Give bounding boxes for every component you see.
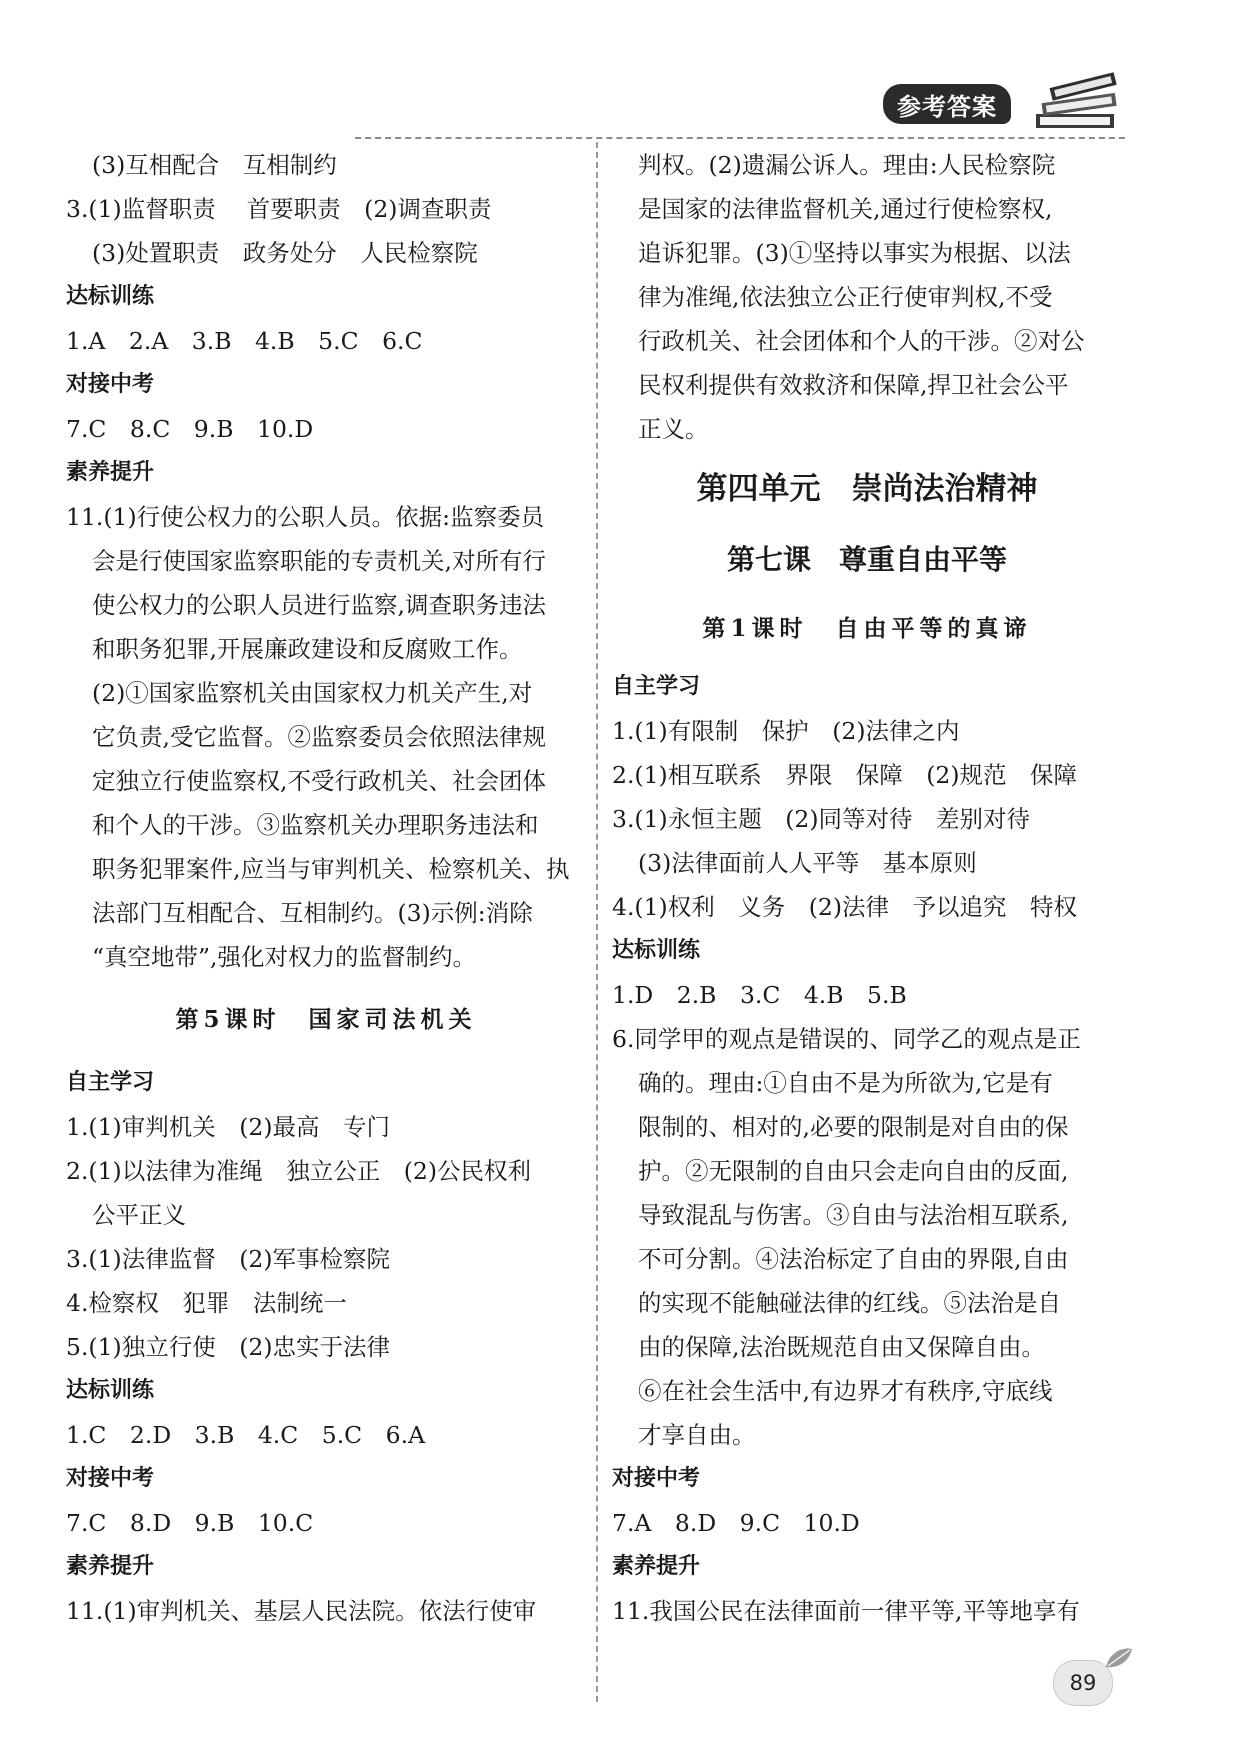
unit-title: 第四单元 崇尚法治精神 xyxy=(696,471,1038,507)
text-line: 导致混乱与伤害。③自由与法治相互联系, xyxy=(638,1201,1069,1229)
answer-line: 1.C 2.D 3.B 4.C 5.C 6.A xyxy=(66,1421,426,1449)
text-line: 定独立行使监察权,不受行政机关、社会团体 xyxy=(92,767,546,795)
text-line: 法部门互相配合、互相制约。(3)示例:消除 xyxy=(92,899,533,927)
text-line: 会是行使国家监察职能的专责机关,对所有行 xyxy=(92,547,546,575)
reference-answer-badge: 参考答案 xyxy=(883,84,1011,124)
text-line: 11.我国公民在法律面前一律平等,平等地享有 xyxy=(612,1597,1080,1625)
section-heading: 对接中考 xyxy=(612,1466,701,1491)
text-line: 民权利提供有效救济和保障,捍卫社会公平 xyxy=(638,371,1069,399)
text-line: 律为准绳,依法独立公正行使审判权,不受 xyxy=(638,283,1053,311)
answer-line: 7.A 8.D 9.C 10.D xyxy=(612,1509,860,1537)
lesson-title: 第七课 尊重自由平等 xyxy=(726,543,1007,576)
left-column xyxy=(66,143,586,1633)
text-line: 由的保障,法治既规范自由又保障自由。 xyxy=(638,1333,1045,1361)
text-line: 的实现不能触碰法律的红线。⑤法治是自 xyxy=(638,1289,1061,1317)
section-heading: 自主学习 xyxy=(612,674,701,699)
text-line: 限制的、相对的,必要的限制是对自由的保 xyxy=(638,1113,1069,1141)
text-line: 使公权力的公职人员进行监察,调查职务违法 xyxy=(92,591,546,619)
text-line: ⑥在社会生活中,有边界才有秩序,守底线 xyxy=(638,1377,1053,1405)
text-line: 行政机关、社会团体和个人的干涉。②对公 xyxy=(638,327,1085,355)
text-line: (3)处置职责 政务处分 人民检察院 xyxy=(92,239,478,267)
page-number: 89 xyxy=(1053,1660,1113,1706)
text-line: 6.同学甲的观点是错误的、同学乙的观点是正 xyxy=(612,1025,1081,1053)
text-line: 它负责,受它监督。②监察委员会依照法律规 xyxy=(92,723,546,751)
answer-line: 1.D 2.B 3.C 4.B 5.B xyxy=(612,981,907,1009)
section-heading: 素养提升 xyxy=(66,460,155,485)
text-line: 正义。 xyxy=(638,415,709,443)
text-line: 确的。理由:①自由不是为所欲为,它是有 xyxy=(638,1069,1053,1097)
text-line: (3)互相配合 互相制约 xyxy=(92,151,337,179)
text-line: 3.(1)永恒主题 (2)同等对待 差别对待 xyxy=(612,805,1030,833)
text-line: 判权。(2)遗漏公诉人。理由:人民检察院 xyxy=(638,151,1056,179)
text-line: 11.(1)审判机关、基层人民法院。依法行使审 xyxy=(66,1597,537,1625)
text-line: 是国家的法律监督机关,通过行使检察权, xyxy=(638,195,1053,223)
answer-line: 7.C 8.D 9.B 10.C xyxy=(66,1509,314,1537)
section-heading: 对接中考 xyxy=(66,1466,155,1491)
text-line: 和个人的干涉。③监察机关办理职务违法和 xyxy=(92,811,539,839)
text-line: “真空地带”,强化对权力的监督制约。 xyxy=(92,943,476,971)
text-line: 3.(1)法律监督 (2)军事检察院 xyxy=(66,1245,390,1273)
text-line: 2.(1)相互联系 界限 保障 (2)规范 保障 xyxy=(612,761,1077,789)
text-line: 3.(1)监督职责 首要职责 (2)调查职责 xyxy=(66,195,492,223)
text-line: 11.(1)行使公权力的公职人员。依据:监察委员 xyxy=(66,503,545,531)
books-icon xyxy=(1034,70,1124,136)
text-line: (3)法律面前人人平等 基本原则 xyxy=(638,849,977,877)
section-heading: 达标训练 xyxy=(66,1378,155,1403)
answer-line: 7.C 8.C 9.B 10.D xyxy=(66,415,314,443)
leaf-icon xyxy=(1104,1645,1134,1671)
text-line: 5.(1)独立行使 (2)忠实于法律 xyxy=(66,1333,390,1361)
header-divider xyxy=(355,137,1125,139)
section-heading: 对接中考 xyxy=(66,372,155,397)
text-line: 公平正义 xyxy=(92,1201,186,1229)
text-line: 才享自由。 xyxy=(638,1421,756,1449)
text-line: 1.(1)有限制 保护 (2)法律之内 xyxy=(612,717,960,745)
right-column xyxy=(612,143,1122,1633)
text-line: 护。②无限制的自由只会走向自由的反面, xyxy=(638,1157,1069,1185)
section-heading: 达标训练 xyxy=(66,284,155,309)
text-line: 追诉犯罪。(3)①坚持以事实为根据、以法 xyxy=(638,239,1071,267)
section-heading: 素养提升 xyxy=(66,1554,155,1579)
column-divider xyxy=(596,142,598,1702)
text-line: 2.(1)以法律为准绳 独立公正 (2)公民权利 xyxy=(66,1157,531,1185)
answer-line: 1.A 2.A 3.B 4.B 5.C 6.C xyxy=(66,327,423,355)
text-line: 1.(1)审判机关 (2)最高 专门 xyxy=(66,1113,390,1141)
section-heading: 达标训练 xyxy=(612,938,701,963)
text-line: 4.(1)权利 义务 (2)法律 予以追究 特权 xyxy=(612,893,1077,921)
section-heading: 自主学习 xyxy=(66,1070,155,1095)
text-line: 4.检察权 犯罪 法制统一 xyxy=(66,1289,347,1317)
section-heading: 素养提升 xyxy=(612,1554,701,1579)
text-line: 职务犯罪案件,应当与审判机关、检察机关、执 xyxy=(92,855,570,883)
period-title: 第1课时 自由平等的真谛 xyxy=(702,615,1032,642)
text-line: 和职务犯罪,开展廉政建设和反腐败工作。 xyxy=(92,635,523,663)
text-line: (2)①国家监察机关由国家权力机关产生,对 xyxy=(92,679,533,707)
text-line: 不可分割。④法治标定了自由的界限,自由 xyxy=(638,1245,1069,1273)
period-title: 第5课时 国家司法机关 xyxy=(175,1006,477,1033)
